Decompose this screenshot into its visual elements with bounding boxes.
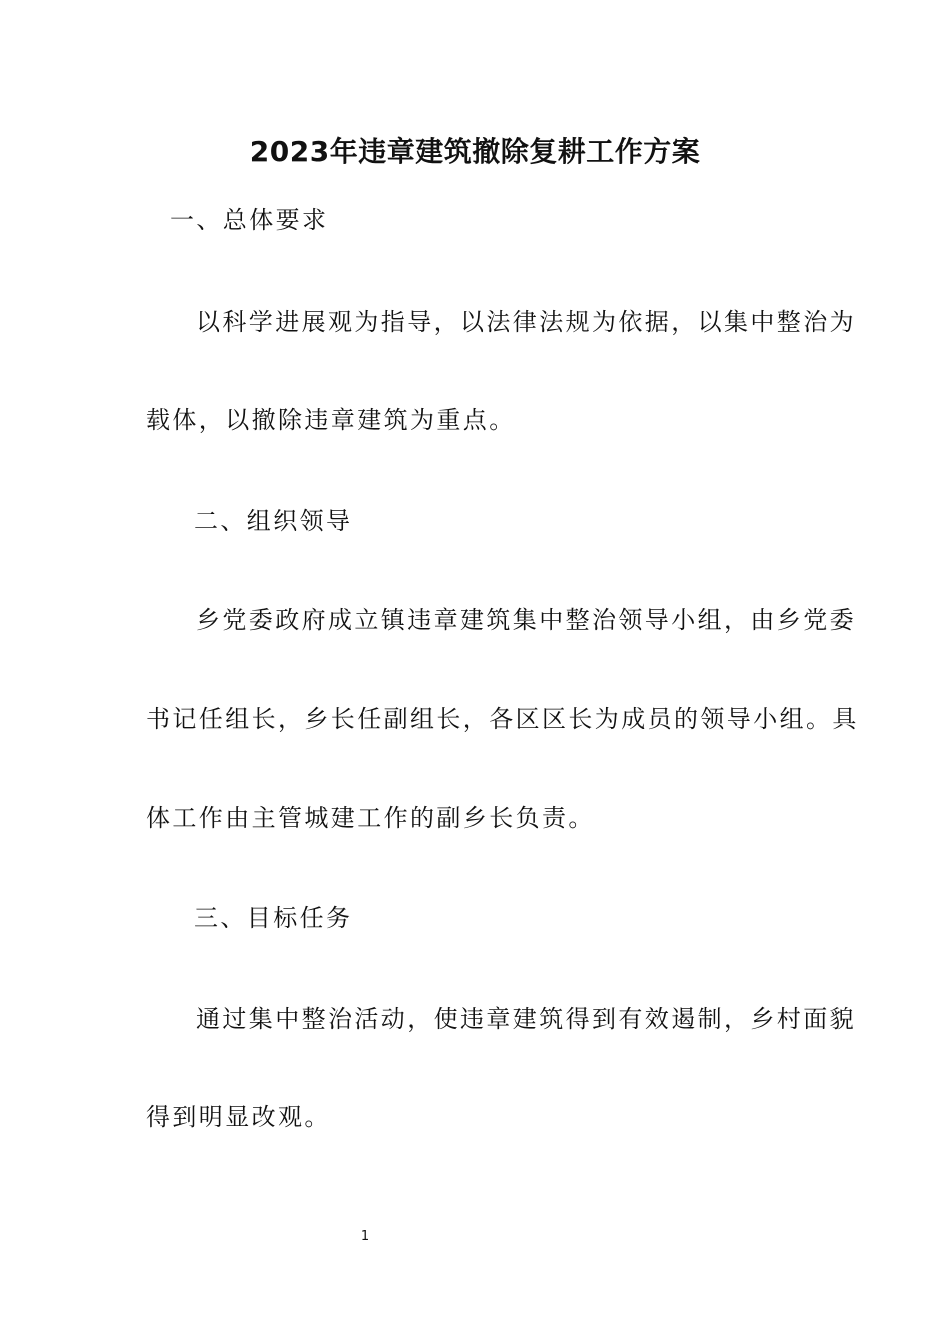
paragraph-3-line-1: 通过集中整治活动，使违章建筑得到有效遏制，乡村面貌 bbox=[196, 1005, 856, 1033]
paragraph-2-line-2: 书记任组长，乡长任副组长，各区区长为成员的领导小组。具 bbox=[146, 705, 859, 733]
document-title: 2023年违章建筑撤除复耕工作方案 bbox=[249, 135, 701, 168]
section-heading-1: 一、总体要求 bbox=[170, 206, 329, 234]
paragraph-2-line-3: 体工作由主管城建工作的副乡长负责。 bbox=[146, 804, 595, 832]
page-number: 1 bbox=[360, 1229, 370, 1244]
paragraph-3-line-2: 得到明显改观。 bbox=[146, 1103, 331, 1131]
paragraph-1-line-1: 以科学进展观为指导，以法律法规为依据，以集中整治为 bbox=[196, 308, 856, 336]
section-heading-3: 三、目标任务 bbox=[194, 904, 353, 932]
section-heading-2: 二、组织领导 bbox=[194, 507, 353, 535]
paragraph-1-line-2: 载体，以撤除违章建筑为重点。 bbox=[146, 406, 516, 434]
paragraph-2-line-1: 乡党委政府成立镇违章建筑集中整治领导小组，由乡党委 bbox=[196, 606, 856, 634]
